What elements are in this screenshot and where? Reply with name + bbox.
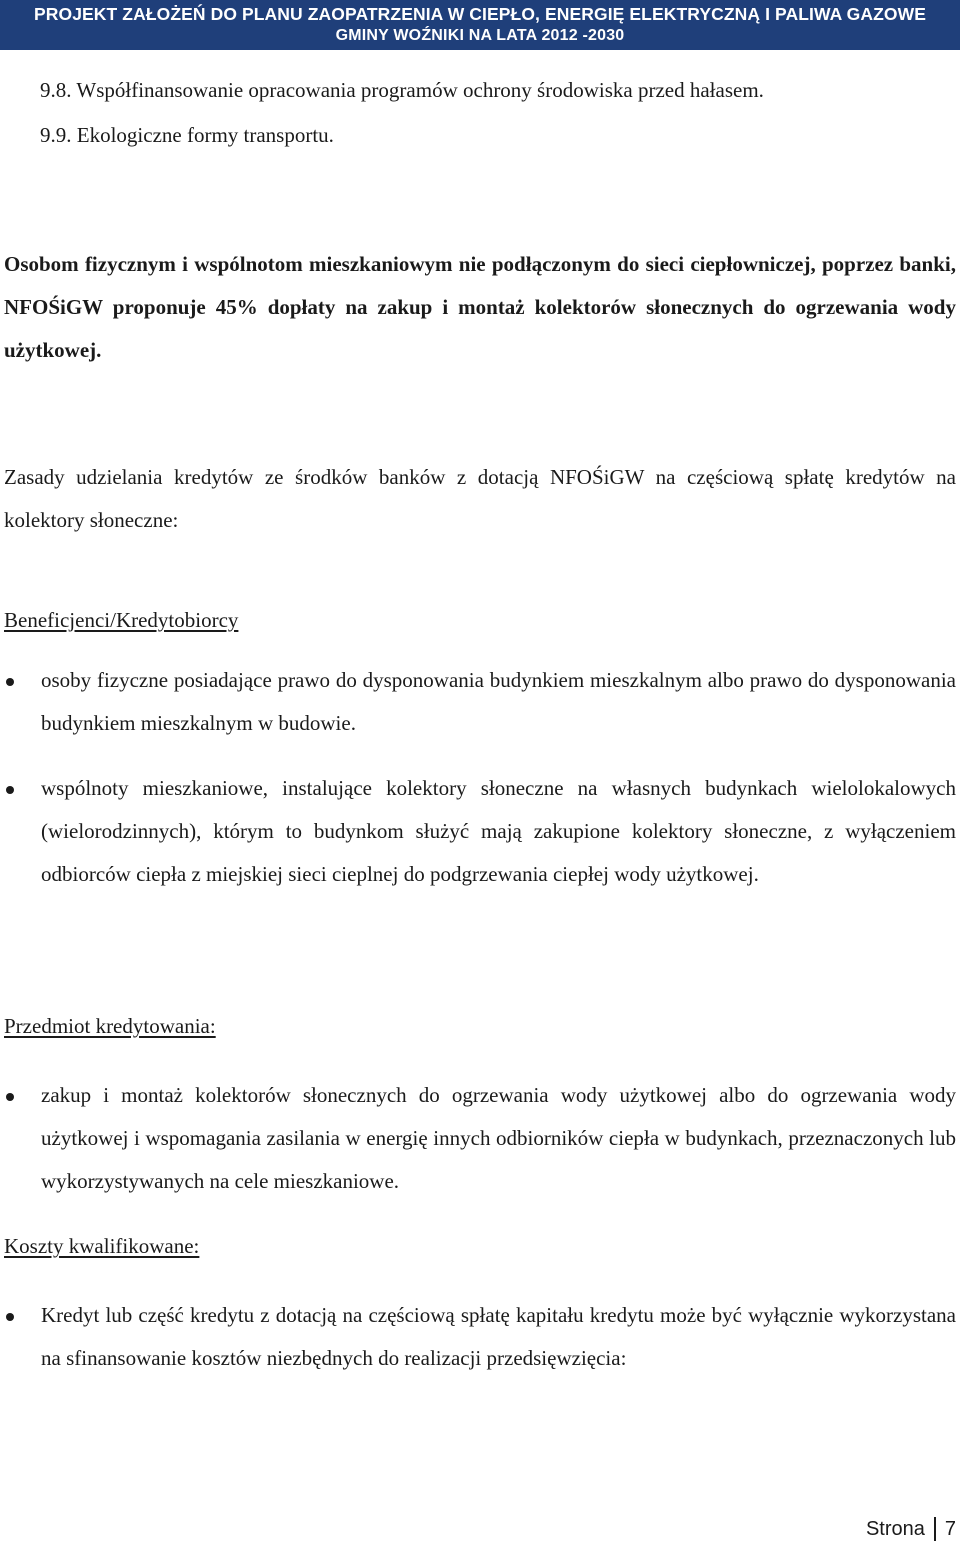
footer-separator: [934, 1517, 936, 1541]
beneficiary-item-text: wspólnoty mieszkaniowe, instalujące kolektory słoneczne na własnych budynkach wielolokalowych (wielorodzinnych), którym to budynkom służyć mają zakupione kolektory słoneczne, z wyłączeniem odbiorców ciepła z miejskiej sieci cieplnej do podgrzewania ciepłej wody użytkowej.: [41, 776, 956, 886]
bullet-icon: [6, 786, 14, 794]
subject-heading: Przedmiot kredytowania:: [4, 1014, 216, 1038]
page-header: [0, 0, 960, 50]
list-item-9-8: 9.8. Współfinansowanie opracowania programów ochrony środowiska przed hałasem.: [40, 78, 764, 102]
bullet-icon: [6, 1093, 14, 1101]
beneficiaries-heading: Beneficjenci/Kredytobiorcy: [4, 608, 239, 632]
beneficiary-item-text: osoby fizyczne posiadające prawo do dysponowania budynkiem mieszkalnym albo prawo do dysponowania budynkiem mieszkalnym w budowie.: [41, 668, 956, 735]
header-title-line-2: GMINY WOŹNIKI NA LATA 2012 -2030: [335, 27, 625, 44]
page-footer: [866, 1517, 956, 1541]
subject-item-text: zakup i montaż kolektorów słonecznych do ogrzewania wody użytkowej albo do ogrzewania wody użytkowej i wspomagania zasilania w energię innych odbiorników ciepła w budynkach, przeznaczonych lub wykorzystywanych na cele mieszkaniowe.: [41, 1083, 956, 1193]
rules-paragraph: Zasady udzielania kredytów ze środków banków z dotacją NFOŚiGW na częściową spłatę kredytów na kolektory słoneczne:: [4, 465, 956, 532]
header-title-line-1: PROJEKT ZAŁOŻEŃ DO PLANU ZAOPATRZENIA W CIEPŁO, ENERGIĘ ELEKTRYCZNĄ I PALIWA GAZOWE: [33, 4, 927, 24]
bullet-icon: [6, 1313, 14, 1321]
page-number: 7: [944, 1518, 956, 1540]
list-item-9-9: 9.9. Ekologiczne formy transportu.: [40, 123, 334, 147]
bullet-icon: [6, 678, 14, 686]
page-label: Strona: [865, 1518, 925, 1540]
intro-paragraph: Osobom fizycznym i wspólnotom mieszkaniowym nie podłączonym do sieci ciepłowniczej, poprzez banki, NFOŚiGW proponuje 45% dopłaty na zakup i montaż kolektorów słonecznych do ogrzewania wody użytkowej.: [4, 252, 956, 362]
costs-item-text: Kredyt lub część kredytu z dotacją na częściową spłatę kapitału kredytu może być wyłącznie wykorzystana na sfinansowanie kosztów niezbędnych do realizacji przedsięwzięcia:: [41, 1303, 956, 1370]
costs-heading: Koszty kwalifikowane:: [4, 1234, 200, 1258]
